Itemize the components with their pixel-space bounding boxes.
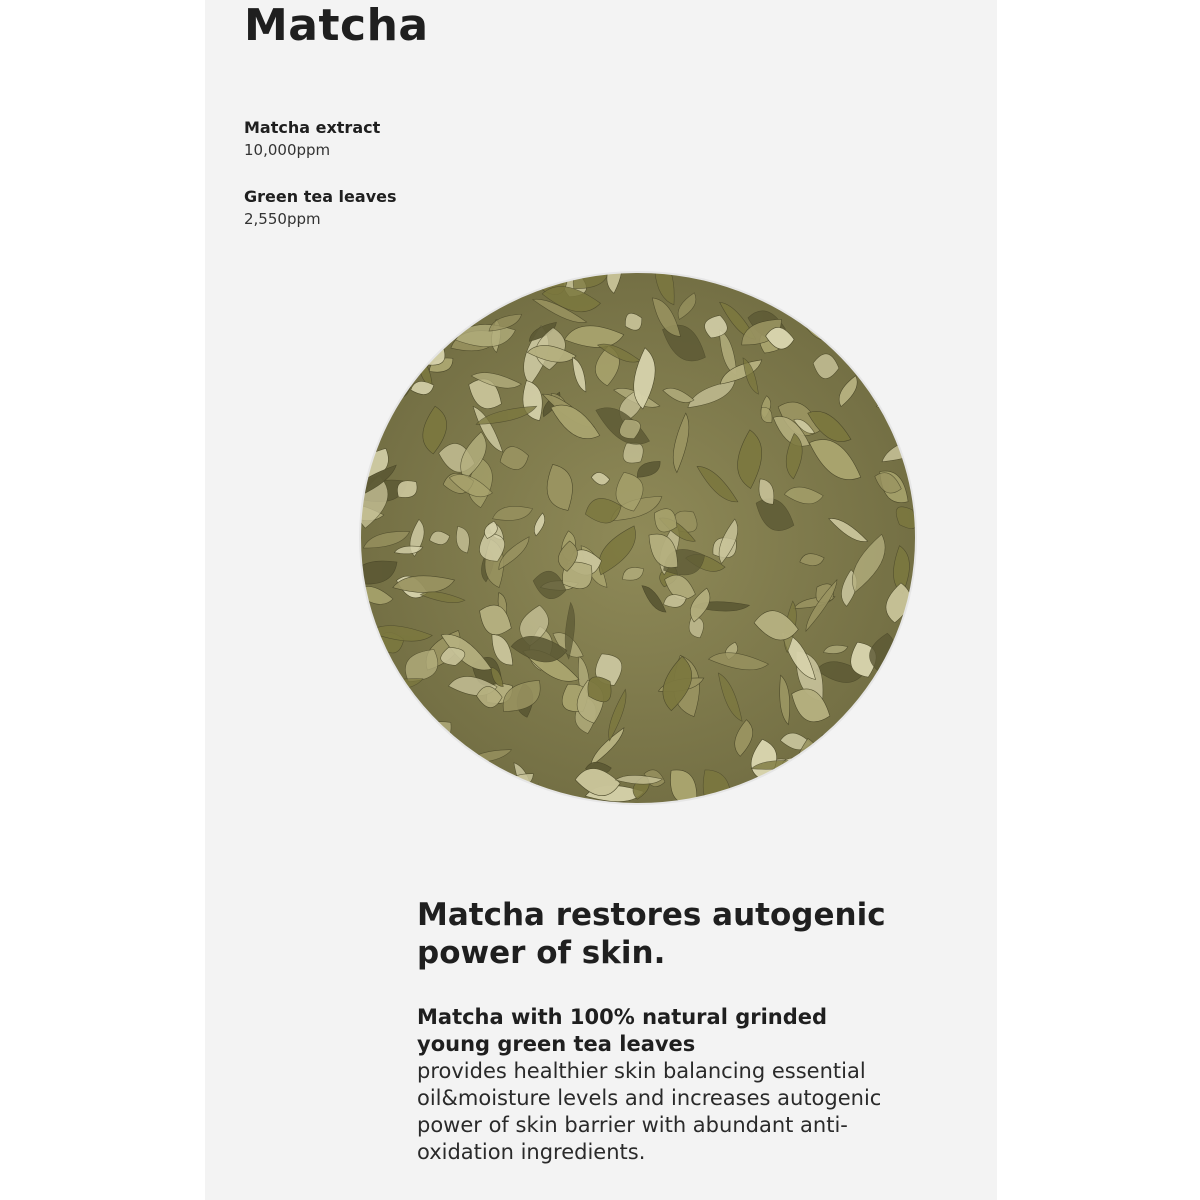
tea-leaf-shape [388, 316, 413, 340]
tea-leaf-shape [891, 270, 910, 293]
tea-leaf-shape [358, 303, 386, 336]
tea-leaf-shape [386, 757, 419, 788]
tea-leaf-shape [811, 789, 838, 802]
tea-leaf-shape [859, 776, 883, 799]
dried-green-tea-leaves-icon [358, 270, 918, 810]
tea-leaf-shape [864, 698, 895, 759]
tea-leaf-shape [441, 284, 464, 297]
tea-leaf-shape [422, 270, 478, 302]
body-text-line: oil&moisture levels and increases autogenic [417, 1086, 882, 1110]
ingredient-amount: 10,000ppm [244, 141, 331, 159]
tea-leaf-shape [836, 723, 852, 761]
tea-leaf-shape [358, 762, 417, 793]
tea-leaf-shape [875, 270, 903, 288]
body-intro [417, 1004, 977, 1058]
tea-leaf-shape [358, 772, 389, 805]
tea-leaf-shape [392, 702, 419, 728]
tea-leaf-shape [358, 357, 374, 404]
tea-leaf-shape [358, 695, 388, 749]
tea-leaf-shape [413, 742, 447, 788]
headline-line: power of skin. [417, 935, 666, 971]
page-title: Matcha [244, 0, 429, 51]
body-text-line: provides healthier skin balancing essential [417, 1059, 866, 1083]
body-intro-line: young green tea leaves [417, 1032, 696, 1056]
ingredient-name: Matcha extract [244, 118, 381, 137]
tea-leaf-shape [868, 273, 884, 320]
tea-leaf-shape [358, 342, 386, 393]
headline [417, 896, 977, 972]
tea-leaf-shape [394, 326, 424, 356]
tea-leaf-shape [365, 273, 399, 338]
tea-leaf-shape [838, 777, 866, 808]
tea-leaf-shape [851, 270, 889, 295]
headline-line: Matcha restores autogenic [417, 897, 886, 933]
tea-leaf-shape [358, 754, 383, 782]
tea-leaf-shape [358, 351, 385, 382]
tea-leaf-shape [761, 784, 784, 810]
body-intro-line: Matcha with 100% natural grinded [417, 1005, 828, 1029]
ingredient-amount: 2,550ppm [244, 210, 321, 228]
tea-leaf-shape [451, 776, 496, 810]
tea-leaf-shape [889, 750, 918, 781]
tea-leaf-shape [775, 767, 824, 781]
tea-leaf-shape [358, 736, 384, 761]
tea-leaf-shape [428, 755, 452, 780]
tea-leaf-shape [887, 270, 918, 303]
body-text [417, 1058, 977, 1166]
tea-leaf-shape [834, 760, 872, 803]
tea-leaf-shape [387, 740, 447, 798]
body-text-line: oxidation ingredients. [417, 1140, 646, 1164]
tea-leaf-shape [884, 671, 915, 733]
tea-leaf-shape [358, 702, 390, 740]
tea-leaf-shape [430, 784, 468, 810]
tea-leaf-shape [785, 794, 813, 810]
tea-leaf-shape [397, 300, 427, 336]
tea-leaf-shape [846, 270, 891, 277]
ingredient-name: Green tea leaves [244, 187, 397, 206]
ingredient-matcha-extract [244, 117, 380, 161]
ingredient-green-tea-leaves [244, 186, 397, 230]
body-text-line: power of skin barrier with abundant anti- [417, 1113, 848, 1137]
tea-leaf-shape [869, 344, 901, 357]
